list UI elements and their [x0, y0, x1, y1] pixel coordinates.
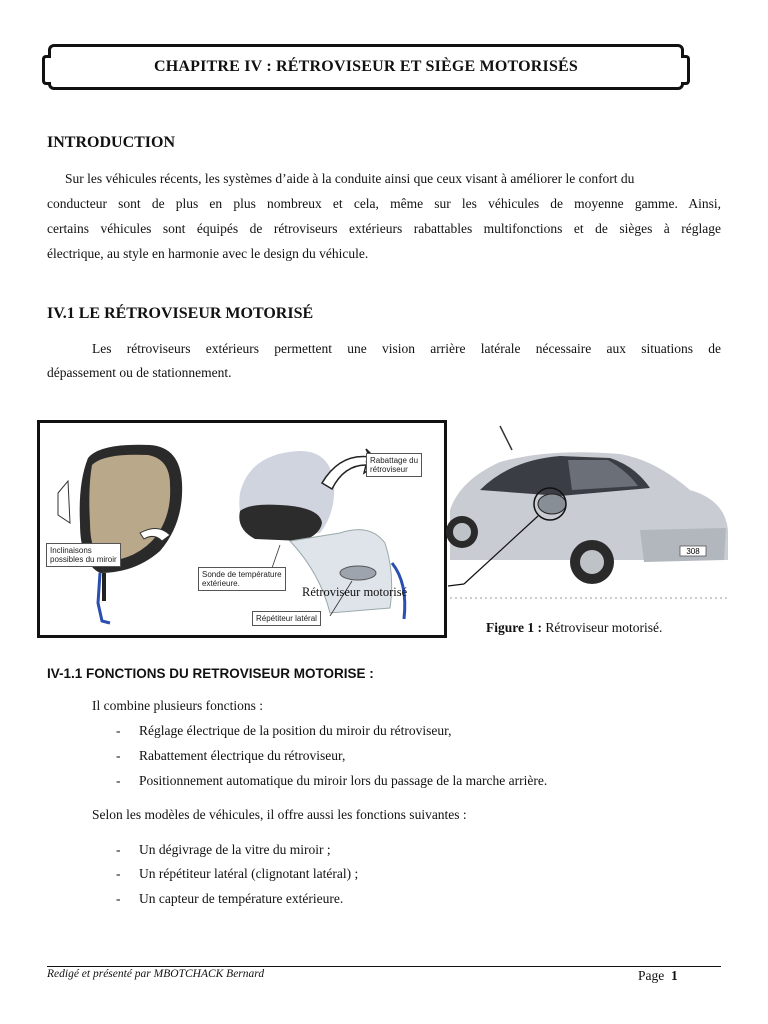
- list-dash: -: [116, 891, 121, 906]
- callout-inclinaisons-line2: possibles du miroir: [50, 555, 117, 564]
- list-dash: -: [116, 773, 121, 788]
- callout-rabattage-line1: Rabattage du: [370, 456, 419, 465]
- chapter-title: CHAPITRE IV : RÉTROVISEUR ET SIÈGE MOTORISÉS: [153, 58, 579, 75]
- intro-line-1: Sur les véhicules récents, les systèmes d’aide à la conduite ainsi que ceux visant à améliorer le confort du: [65, 171, 635, 186]
- mirror-diagram-frame: [37, 420, 447, 638]
- callout-sonde-line2: extérieure.: [202, 579, 240, 588]
- intro-line-2: conducteur sont de plus en plus nombreux et cela, même sur les véhicules de moyenne gamme. Ainsi,: [47, 196, 721, 211]
- chapter-title-banner: [48, 44, 684, 90]
- intro-heading: INTRODUCTION: [47, 134, 176, 151]
- subsection-intro: Il combine plusieurs fonctions :: [92, 698, 263, 713]
- car-photo: [440, 420, 732, 602]
- subsection-heading: IV-1.1 FONCTIONS DU RETROVISEUR MOTORISE :: [47, 666, 374, 681]
- list-item: Positionnement automatique du miroir lors du passage de la marche arrière.: [139, 773, 548, 788]
- callout-inclinaisons-line1: Inclinaisons: [50, 546, 92, 555]
- list-item: Un dégivrage de la vitre du miroir ;: [139, 842, 331, 857]
- list-dash: -: [116, 748, 121, 763]
- list-item: Réglage électrique de la position du miroir du rétroviseur,: [139, 723, 452, 738]
- footer-author: Redigé et présenté par MBOTCHACK Bernard: [47, 968, 265, 980]
- intro-line-3: certains véhicules sont équipés de rétroviseurs extérieurs rabattables multifonctions et de sièges à réglage: [47, 221, 721, 236]
- figure-inline-caption: Rétroviseur motorisé: [302, 585, 408, 599]
- callout-rabattage: [366, 453, 422, 477]
- footer-rule: [47, 966, 721, 967]
- list-dash: -: [116, 723, 121, 738]
- callout-rabattage-line2: rétroviseur: [370, 465, 408, 474]
- footer-page-label: Page: [638, 968, 665, 983]
- footer-page-number: 1: [671, 968, 678, 983]
- callout-sonde: [198, 567, 286, 591]
- figure-caption-text: Rétroviseur motorisé.: [545, 620, 663, 635]
- intro-line-4: électrique, au style en harmonie avec le design du véhicule.: [47, 246, 369, 261]
- list-dash: -: [116, 866, 121, 881]
- callout-inclinaisons: [46, 543, 121, 567]
- list-dash: -: [116, 842, 121, 857]
- list-item: Un capteur de température extérieure.: [139, 891, 344, 906]
- section1-line-1: Les rétroviseurs extérieurs permettent une vision arrière latérale nécessaire aux situations de: [92, 341, 721, 356]
- callout-repetiteur: Répétiteur latéral: [252, 611, 321, 626]
- section1-line-2: dépassement ou de stationnement.: [47, 365, 232, 380]
- list-item: Rabattement électrique du rétroviseur,: [139, 748, 346, 763]
- callout-sonde-line1: Sonde de température: [202, 570, 282, 579]
- list-item: Un répétiteur latéral (clignotant latéral) ;: [139, 866, 359, 881]
- figure-caption-label: Figure 1 :: [486, 620, 542, 635]
- car-badge: 308: [686, 547, 700, 556]
- footer-page: [638, 968, 678, 984]
- subsection-intro-2: Selon les modèles de véhicules, il offre aussi les fonctions suivantes :: [92, 807, 467, 822]
- figure-caption: [486, 620, 662, 636]
- section-heading-retroviseur: IV.1 LE RÉTROVISEUR MOTORISÉ: [47, 305, 314, 322]
